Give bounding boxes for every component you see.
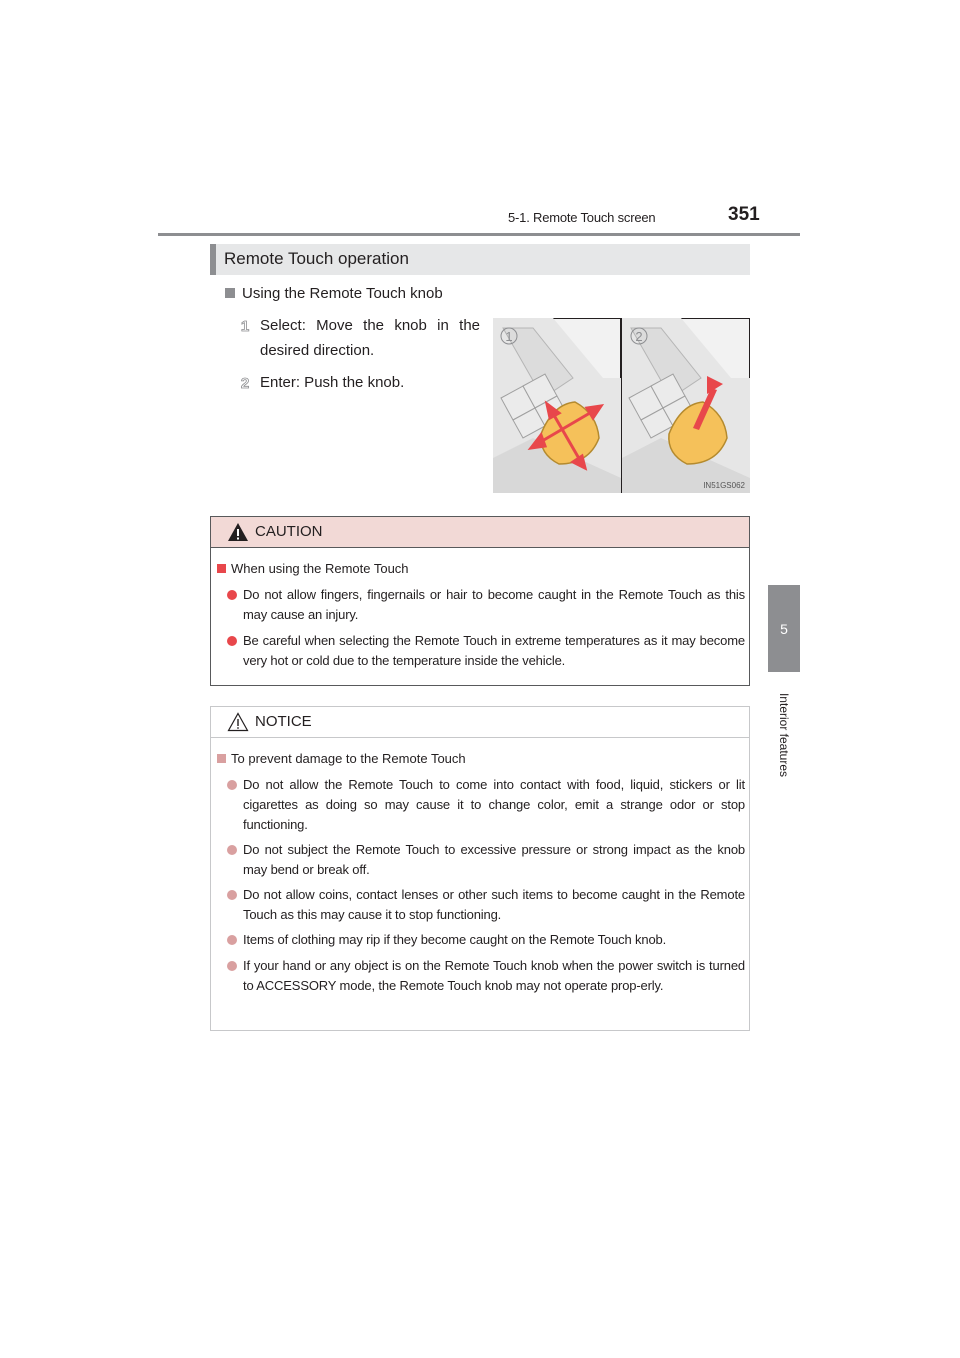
caution-item <box>227 631 745 671</box>
panel-1-number: 1 <box>505 329 513 344</box>
bullet-dot-icon <box>227 780 237 790</box>
bullet-dot-icon <box>227 961 237 971</box>
notice-item-text: Items of clothing may rip if they become caught on the Remote Touch knob. <box>243 932 667 947</box>
notice-label: NOTICE <box>255 713 312 730</box>
chapter-number: 5 <box>780 620 788 637</box>
notice-item <box>227 956 745 996</box>
notice-item-text: If your hand or any object is on the Remote Touch knob when the power switch is turned to ACCESSORY mode, the Remote Touch knob may not operate prop-erly. <box>243 958 745 993</box>
square-bullet-icon <box>217 754 226 763</box>
notice-header <box>211 707 749 738</box>
panel-2-number: 2 <box>635 329 643 344</box>
notice-item <box>227 840 745 880</box>
warning-triangle-icon <box>227 522 249 542</box>
bullet-dot-icon <box>227 845 237 855</box>
notice-item-text: Do not subject the Remote Touch to excessive pressure or strong impact as the knob may bend or break off. <box>243 842 745 877</box>
chapter-label-container <box>770 680 798 790</box>
caution-header <box>211 517 749 548</box>
step-1-text: Select: Move the knob in the desired direction. <box>260 317 480 359</box>
remote-touch-illustration <box>493 318 750 493</box>
chapter-label: Interior features <box>777 692 791 778</box>
section-title-bar <box>210 244 750 275</box>
subsection-title: Using the Remote Touch knob <box>242 285 443 302</box>
step-number-2-icon: 2 <box>240 375 250 392</box>
notice-box <box>210 706 750 1031</box>
chapter-tab <box>768 585 800 672</box>
notice-item-text: Do not allow coins, contact lenses or other such items to become caught in the Remote Touch as this may cause it to stop functioning. <box>243 887 745 922</box>
notice-triangle-icon <box>227 712 249 732</box>
caution-item <box>227 585 745 625</box>
step-number-1-icon: 1 <box>240 318 250 335</box>
caution-label: CAUTION <box>255 523 323 540</box>
bullet-dot-icon <box>227 890 237 900</box>
notice-item <box>227 775 745 835</box>
header-divider <box>158 233 800 236</box>
square-bullet-icon <box>217 564 226 573</box>
caution-box <box>210 516 750 686</box>
step-2-text: Enter: Push the knob. <box>260 374 405 391</box>
bullet-dot-icon <box>227 935 237 945</box>
running-header-section: 5-1. Remote Touch screen <box>508 210 656 225</box>
subsection-heading <box>225 285 443 302</box>
caution-item-text: Do not allow fingers, fingernails or hair to become caught in the Remote Touch as this may cause an injury. <box>243 587 745 622</box>
caution-item-text: Be careful when selecting the Remote Touch in extreme temperatures as it may become very hot or cold due to the temperature inside the vehicle. <box>243 633 745 668</box>
section-title: Remote Touch operation <box>224 249 409 268</box>
notice-item <box>227 885 745 925</box>
caution-subtitle <box>217 561 409 576</box>
page-number: 351 <box>728 204 760 225</box>
figure-code: IN51GS062 <box>703 481 745 490</box>
notice-item-text: Do not allow the Remote Touch to come into contact with food, liquid, stickers or lit cigarettes as doing so may cause it to change color, emit a strange odor or stop functioning. <box>243 777 745 832</box>
bullet-dot-icon <box>227 590 237 600</box>
caution-subtitle-text: When using the Remote Touch <box>231 561 409 576</box>
notice-subtitle <box>217 751 466 766</box>
bullet-dot-icon <box>227 636 237 646</box>
notice-item <box>227 930 745 950</box>
square-bullet-icon <box>225 288 235 298</box>
notice-subtitle-text: To prevent damage to the Remote Touch <box>231 751 466 766</box>
